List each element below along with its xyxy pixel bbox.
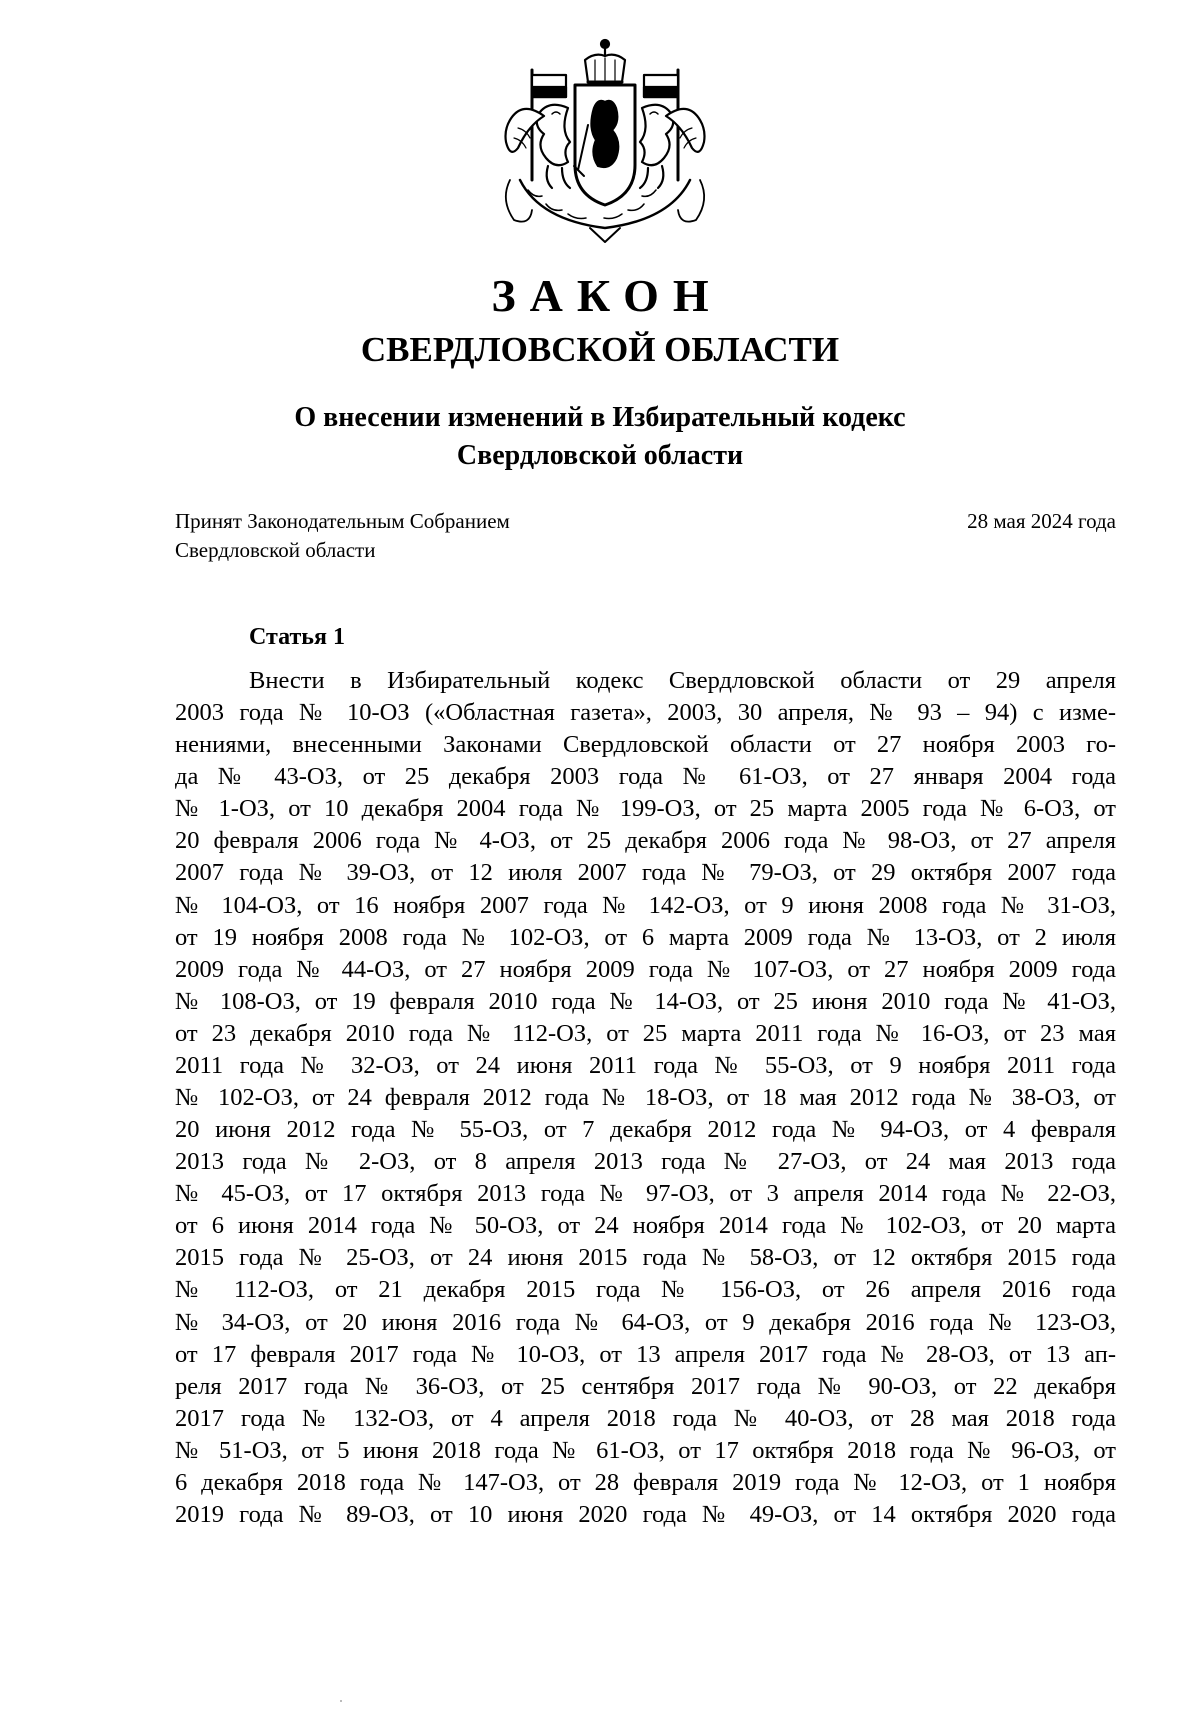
- article-line: 2007 года № 39-ОЗ, от 12 июля 2007 года № 79-ОЗ, от 29 октября 2007 года: [175, 859, 1116, 887]
- article-line: 20 февраля 2006 года № 4-ОЗ, от 25 декабря 2006 года № 98-ОЗ, от 27 апреля: [175, 827, 1116, 855]
- article-line: от 19 ноября 2008 года № 102-ОЗ, от 6 марта 2009 года № 13-ОЗ, от 2 июля: [175, 923, 1116, 951]
- article-line: от 17 февраля 2017 года № 10-ОЗ, от 13 апреля 2017 года № 28-ОЗ, от 13 ап-: [175, 1340, 1116, 1368]
- adoption-body: [175, 507, 510, 565]
- article-line: от 6 июня 2014 года № 50-ОЗ, от 24 ноября 2014 года № 102-ОЗ, от 20 марта: [175, 1212, 1116, 1240]
- article-line: 2015 года № 25-ОЗ, от 24 июня 2015 года № 58-ОЗ, от 12 октября 2015 года: [175, 1244, 1116, 1272]
- document-type-title: ЗАКОН: [491, 270, 723, 321]
- article-line: № 102-ОЗ, от 24 февраля 2012 года № 18-ОЗ, от 18 мая 2012 года № 38-ОЗ, от: [175, 1084, 1116, 1112]
- article-line: 2019 года № 89-ОЗ, от 10 июня 2020 года № 49-ОЗ, от 14 октября 2020 года: [175, 1501, 1116, 1529]
- adoption-body-line: Свердловской области: [175, 538, 376, 562]
- article-line: 20 июня 2012 года № 55-ОЗ, от 7 декабря 2012 года № 94-ОЗ, от 4 февраля: [175, 1116, 1116, 1144]
- article-line: нениями, внесенными Законами Свердловской области от 27 ноября 2003 го-: [175, 731, 1116, 759]
- law-subject-line: Свердловской области: [456, 440, 744, 471]
- article-line: № 112-ОЗ, от 21 декабря 2015 года № 156-ОЗ, от 26 апреля 2016 года: [175, 1276, 1116, 1304]
- article-line: 6 декабря 2018 года № 147-ОЗ, от 28 февраля 2019 года № 12-ОЗ, от 1 ноября: [175, 1468, 1116, 1496]
- article-line: да № 43-ОЗ, от 25 декабря 2003 года № 61-ОЗ, от 27 января 2004 года: [175, 763, 1116, 791]
- coat-of-arms-icon: [470, 30, 740, 245]
- article-body: [175, 665, 1116, 1531]
- adoption-date: 28 мая 2024 года: [967, 509, 1116, 533]
- article-line: Внести в Избирательный кодекс Свердловской области от 29 апреля: [249, 667, 1116, 694]
- article-line: 2011 года № 32-ОЗ, от 24 июня 2011 года № 55-ОЗ, от 9 ноября 2011 года: [175, 1051, 1116, 1079]
- article-line: 2013 года № 2-ОЗ, от 8 апреля 2013 года № 27-ОЗ, от 24 мая 2013 года: [175, 1148, 1116, 1176]
- article-line: № 45-ОЗ, от 17 октября 2013 года № 97-ОЗ, от 3 апреля 2014 года № 22-ОЗ,: [175, 1180, 1116, 1208]
- article-heading: Статья 1: [249, 624, 345, 650]
- law-subject-title: [0, 399, 1200, 475]
- article-line: 2009 года № 44-ОЗ, от 27 ноября 2009 года № 107-ОЗ, от 27 ноября 2009 года: [175, 955, 1116, 983]
- article-line: № 108-ОЗ, от 19 февраля 2010 года № 14-ОЗ, от 25 июня 2010 года № 41-ОЗ,: [175, 987, 1116, 1015]
- article-line: реля 2017 года № 36-ОЗ, от 25 сентября 2017 года № 90-ОЗ, от 22 декабря: [175, 1372, 1116, 1400]
- article-line: № 34-ОЗ, от 20 июня 2016 года № 64-ОЗ, от 9 декабря 2016 года № 123-ОЗ,: [175, 1308, 1116, 1336]
- law-subject-line: О внесении изменений в Избирательный кодекс: [294, 402, 906, 433]
- article-line: № 51-ОЗ, от 5 июня 2018 года № 61-ОЗ, от 17 октября 2018 года № 96-ОЗ, от: [175, 1436, 1116, 1464]
- region-title: СВЕРДЛОВСКОЙ ОБЛАСТИ: [360, 330, 840, 369]
- article-line: № 104-ОЗ, от 16 ноября 2007 года № 142-ОЗ, от 9 июня 2008 года № 31-ОЗ,: [175, 891, 1116, 919]
- article-line: № 1-ОЗ, от 10 декабря 2004 года № 199-ОЗ, от 25 марта 2005 года № 6-ОЗ, от: [175, 795, 1116, 823]
- scan-artifact: [340, 1700, 342, 1702]
- article-line: 2017 года № 132-ОЗ, от 4 апреля 2018 года № 40-ОЗ, от 28 мая 2018 года: [175, 1404, 1116, 1432]
- adoption-body-line: Принят Законодательным Собранием: [175, 509, 510, 533]
- article-line: от 23 декабря 2010 года № 112-ОЗ, от 25 марта 2011 года № 16-ОЗ, от 23 мая: [175, 1019, 1116, 1047]
- article-line: 2003 года № 10-ОЗ («Областная газета», 2003, 30 апреля, № 93 – 94) с изме-: [175, 699, 1116, 727]
